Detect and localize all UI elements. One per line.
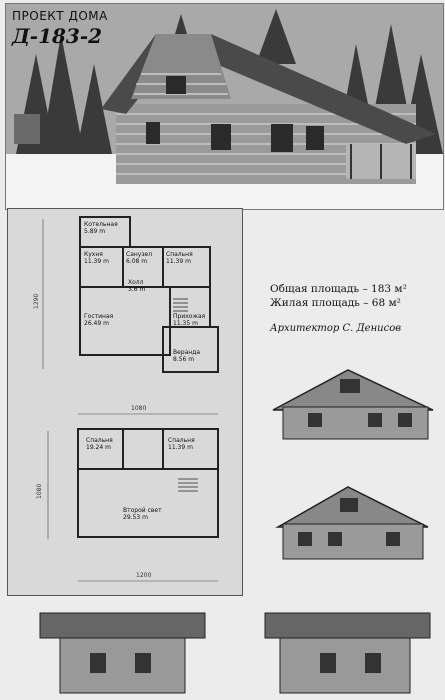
project-label: ПРОЕКТ ДОМА <box>12 9 108 23</box>
room-name: Спальня <box>168 437 195 444</box>
room-second-light <box>123 507 162 521</box>
room-veranda <box>173 349 200 363</box>
room-name: Гостиная <box>84 313 114 320</box>
dimension-ground-height: 1290 <box>33 293 40 309</box>
room-bedroom-upper-1 <box>86 437 113 451</box>
room-name: Котельная <box>84 221 118 228</box>
room-area: 11.39 m <box>166 258 191 265</box>
living-area: Жилая площадь – 68 м² <box>270 297 401 309</box>
room-area: 19.24 m <box>86 444 111 451</box>
room-area: 11.39 m <box>168 444 193 451</box>
dimension-ground-width: 1080 <box>131 405 147 412</box>
room-name: Санузел <box>126 251 153 258</box>
room-hall <box>128 279 145 293</box>
room-area: 26.49 m <box>84 320 109 327</box>
project-code: Д-183-2 <box>12 24 103 48</box>
room-entry <box>173 313 205 327</box>
room-name: Спальня <box>86 437 113 444</box>
room-name: Второй свет <box>123 507 162 514</box>
facade-elevation-1 <box>268 365 438 443</box>
facade-elevation-4 <box>260 608 435 696</box>
room-area: 5.89 m <box>84 228 106 235</box>
room-bedroom-ground <box>166 251 193 265</box>
room-area: 11.39 m <box>84 258 109 265</box>
floor-plan-drawing <box>8 209 242 595</box>
room-name: Веранда <box>173 349 201 356</box>
facade-elevation-2 <box>268 482 438 564</box>
house-photo <box>5 3 444 210</box>
room-name: Спальня <box>166 251 193 258</box>
room-kitchen <box>84 251 109 265</box>
room-bathroom <box>126 251 152 265</box>
room-area: 29.53 m <box>123 514 148 521</box>
architect-credit: Архитектор С. Денисов <box>270 323 402 334</box>
room-area: 8.56 m <box>173 356 195 363</box>
dimension-upper-height: 1080 <box>36 483 43 499</box>
room-name: Кухня <box>84 251 103 258</box>
room-boiler <box>84 221 118 235</box>
dimension-upper-width: 1200 <box>136 572 152 579</box>
room-area: 3.6 m <box>128 286 146 293</box>
room-bedroom-upper-2 <box>168 437 195 451</box>
total-area: Общая площадь – 183 м² <box>270 283 407 295</box>
facade-elevation-3 <box>35 608 210 696</box>
floor-plans-panel <box>7 208 243 596</box>
room-name: Холл <box>128 279 144 286</box>
room-area: 11.35 m <box>173 320 198 327</box>
room-area: 6.08 m <box>126 258 148 265</box>
room-living <box>84 313 113 327</box>
room-name: Прихожая <box>173 313 206 320</box>
